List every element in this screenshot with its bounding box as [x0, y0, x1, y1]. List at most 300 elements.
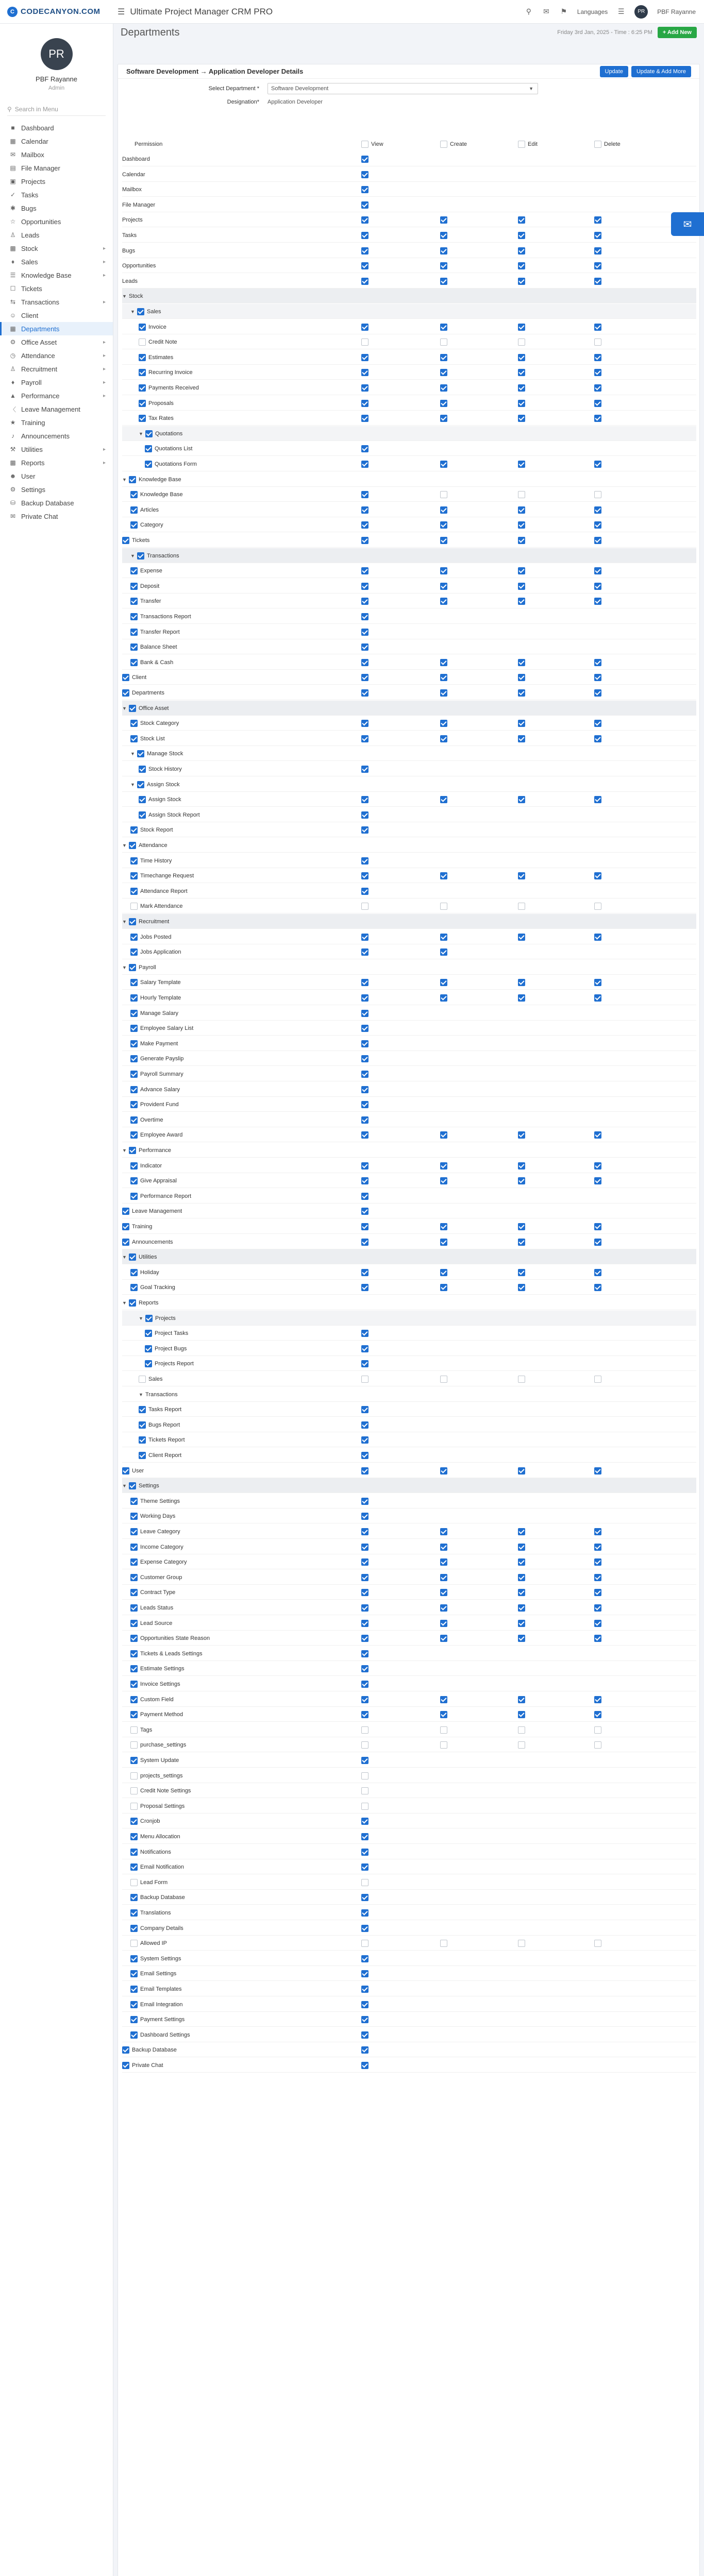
collapse-toggle-icon[interactable]: ▼: [122, 1147, 127, 1153]
delete-checkbox[interactable]: [594, 735, 601, 742]
create-checkbox[interactable]: [440, 796, 447, 803]
view-checkbox[interactable]: [361, 1818, 368, 1825]
row-checkbox[interactable]: [139, 1436, 146, 1444]
edit-checkbox[interactable]: [518, 1726, 525, 1734]
edit-checkbox[interactable]: [518, 735, 525, 742]
view-checkbox[interactable]: [361, 872, 368, 879]
view-checkbox[interactable]: [361, 1345, 368, 1352]
row-checkbox[interactable]: [130, 598, 138, 605]
edit-checkbox[interactable]: [518, 934, 525, 941]
edit-checkbox[interactable]: [518, 1711, 525, 1718]
create-checkbox[interactable]: [440, 1467, 447, 1475]
row-checkbox[interactable]: [122, 537, 129, 544]
view-checkbox[interactable]: [361, 1376, 368, 1383]
delete-checkbox[interactable]: [594, 903, 601, 910]
collapse-toggle-icon[interactable]: ▼: [122, 919, 127, 924]
row-checkbox[interactable]: [145, 1345, 152, 1352]
add-new-button[interactable]: + Add New: [658, 27, 697, 38]
sidebar-item-dashboard[interactable]: [0, 121, 113, 134]
row-checkbox[interactable]: [129, 918, 136, 925]
create-checkbox[interactable]: [440, 338, 447, 346]
create-checkbox[interactable]: [440, 1544, 447, 1551]
view-checkbox[interactable]: [361, 1116, 368, 1124]
row-checkbox[interactable]: [137, 781, 144, 788]
row-checkbox[interactable]: [122, 674, 129, 681]
create-checkbox[interactable]: [440, 1162, 447, 1170]
create-checkbox[interactable]: [440, 1574, 447, 1581]
delete-checkbox[interactable]: [594, 354, 601, 361]
row-checkbox[interactable]: [129, 964, 136, 971]
row-checkbox[interactable]: [122, 2062, 129, 2069]
view-checkbox[interactable]: [361, 506, 368, 514]
delete-checkbox[interactable]: [594, 598, 601, 605]
collapse-toggle-icon[interactable]: ▼: [130, 309, 135, 314]
view-checkbox[interactable]: [361, 384, 368, 392]
delete-checkbox[interactable]: [594, 232, 601, 239]
view-checkbox[interactable]: [361, 1177, 368, 1184]
sidebar-item-calendar[interactable]: [0, 134, 113, 148]
sidebar-item-recruitment[interactable]: [0, 362, 113, 376]
edit-checkbox[interactable]: [518, 384, 525, 392]
row-checkbox[interactable]: [130, 1498, 138, 1505]
view-checkbox[interactable]: [361, 1558, 368, 1566]
view-checkbox[interactable]: [361, 659, 368, 666]
edit-checkbox[interactable]: [518, 232, 525, 239]
create-checkbox[interactable]: [440, 461, 447, 468]
view-checkbox[interactable]: [361, 1421, 368, 1429]
view-checkbox[interactable]: [361, 1193, 368, 1200]
edit-checkbox[interactable]: [518, 521, 525, 529]
row-checkbox[interactable]: [139, 400, 146, 407]
delete-checkbox[interactable]: [594, 994, 601, 1002]
view-checkbox[interactable]: [361, 1803, 368, 1810]
row-checkbox[interactable]: [130, 735, 138, 742]
user-name[interactable]: PBF Rayanne: [657, 8, 696, 15]
view-checkbox[interactable]: [361, 613, 368, 620]
edit-checkbox[interactable]: [518, 1177, 525, 1184]
row-checkbox[interactable]: [130, 1849, 138, 1856]
row-checkbox[interactable]: [122, 1208, 129, 1215]
sidebar-item-leave-management[interactable]: [0, 402, 113, 416]
row-checkbox[interactable]: [130, 1055, 138, 1062]
delete-checkbox[interactable]: [594, 1544, 601, 1551]
view-checkbox[interactable]: [361, 521, 368, 529]
view-checkbox[interactable]: [361, 1635, 368, 1642]
bell-icon[interactable]: ✉: [543, 7, 549, 15]
edit-checkbox[interactable]: [518, 583, 525, 590]
row-checkbox[interactable]: [130, 1833, 138, 1840]
department-select[interactable]: Software Development ▼: [267, 83, 538, 94]
delete-checkbox[interactable]: [594, 1696, 601, 1703]
row-checkbox[interactable]: [130, 1803, 138, 1810]
create-checkbox[interactable]: [440, 1604, 447, 1612]
create-checkbox[interactable]: [440, 903, 447, 910]
row-checkbox[interactable]: [129, 842, 136, 849]
create-checkbox[interactable]: [440, 1269, 447, 1276]
tasks-icon[interactable]: ☰: [618, 7, 625, 15]
create-checkbox[interactable]: [440, 948, 447, 956]
row-checkbox[interactable]: [130, 1025, 138, 1032]
sidebar-item-sales[interactable]: [0, 255, 113, 268]
edit-checkbox[interactable]: [518, 1574, 525, 1581]
row-checkbox[interactable]: [122, 689, 129, 697]
sidebar-item-performance[interactable]: [0, 389, 113, 402]
row-checkbox[interactable]: [130, 643, 138, 651]
edit-checkbox[interactable]: [518, 247, 525, 255]
view-checkbox[interactable]: [361, 1711, 368, 1718]
row-checkbox[interactable]: [130, 1544, 138, 1551]
collapse-toggle-icon[interactable]: ▼: [122, 1254, 127, 1260]
view-checkbox[interactable]: [361, 1741, 368, 1749]
row-checkbox[interactable]: [130, 1787, 138, 1794]
row-checkbox[interactable]: [130, 1665, 138, 1672]
row-checkbox[interactable]: [139, 384, 146, 392]
view-checkbox[interactable]: [361, 934, 368, 941]
view-checkbox[interactable]: [361, 994, 368, 1002]
edit-checkbox[interactable]: [518, 461, 525, 468]
row-checkbox[interactable]: [145, 1360, 152, 1367]
row-checkbox[interactable]: [145, 430, 153, 437]
edit-checkbox[interactable]: [518, 1620, 525, 1627]
view-checkbox[interactable]: [361, 766, 368, 773]
row-checkbox[interactable]: [130, 1086, 138, 1093]
sidebar-item-knowledge-base[interactable]: [0, 268, 113, 282]
sidebar-item-file-manager[interactable]: [0, 161, 113, 175]
view-checkbox[interactable]: [361, 216, 368, 224]
row-checkbox[interactable]: [130, 1528, 138, 1535]
row-checkbox[interactable]: [130, 720, 138, 727]
chat-bubble-icon[interactable]: ✉: [671, 212, 704, 236]
edit-checkbox[interactable]: [518, 1376, 525, 1383]
view-checkbox[interactable]: [361, 1772, 368, 1780]
row-checkbox[interactable]: [130, 1558, 138, 1566]
view-checkbox[interactable]: [361, 629, 368, 636]
edit-checkbox[interactable]: [518, 400, 525, 407]
row-checkbox[interactable]: [130, 1681, 138, 1688]
row-checkbox[interactable]: [130, 1909, 138, 1917]
edit-checkbox[interactable]: [518, 1604, 525, 1612]
view-checkbox[interactable]: [361, 1010, 368, 1017]
delete-checkbox[interactable]: [594, 1239, 601, 1246]
view-checkbox[interactable]: [361, 811, 368, 819]
collapse-toggle-icon[interactable]: ▼: [122, 1300, 127, 1306]
create-checkbox[interactable]: [440, 720, 447, 727]
create-checkbox[interactable]: [440, 1528, 447, 1535]
delete-checkbox[interactable]: [594, 1376, 601, 1383]
delete-checkbox[interactable]: [594, 1726, 601, 1734]
update-add-more-button[interactable]: Update & Add More: [631, 66, 691, 77]
edit-checkbox[interactable]: [518, 369, 525, 376]
view-checkbox[interactable]: [361, 338, 368, 346]
create-checkbox[interactable]: [440, 979, 447, 986]
view-checkbox[interactable]: [361, 1452, 368, 1459]
collapse-toggle-icon[interactable]: ▼: [139, 431, 143, 436]
edit-checkbox[interactable]: [518, 979, 525, 986]
view-checkbox[interactable]: [361, 1833, 368, 1840]
delete-checkbox[interactable]: [594, 1269, 601, 1276]
edit-checkbox[interactable]: [518, 506, 525, 514]
view-checkbox[interactable]: [361, 1528, 368, 1535]
row-checkbox[interactable]: [130, 1894, 138, 1901]
row-checkbox[interactable]: [130, 1193, 138, 1200]
row-checkbox[interactable]: [130, 1071, 138, 1078]
delete-checkbox[interactable]: [594, 1741, 601, 1749]
collapse-toggle-icon[interactable]: ▼: [130, 782, 135, 787]
view-checkbox[interactable]: [361, 1360, 368, 1367]
edit-checkbox[interactable]: [518, 1269, 525, 1276]
delete-checkbox[interactable]: [594, 1467, 601, 1475]
view-checkbox[interactable]: [361, 400, 368, 407]
collapse-toggle-icon[interactable]: ▼: [130, 553, 135, 558]
create-checkbox[interactable]: [440, 216, 447, 224]
view-checkbox[interactable]: [361, 1406, 368, 1413]
view-checkbox[interactable]: [361, 2062, 368, 2069]
edit-checkbox[interactable]: [518, 324, 525, 331]
row-checkbox[interactable]: [139, 1452, 146, 1459]
view-checkbox[interactable]: [361, 1894, 368, 1901]
row-checkbox[interactable]: [137, 552, 144, 560]
view-checkbox[interactable]: [361, 537, 368, 544]
view-checkbox[interactable]: [361, 1162, 368, 1170]
row-checkbox[interactable]: [139, 354, 146, 361]
row-checkbox[interactable]: [139, 1376, 146, 1383]
view-checkbox[interactable]: [361, 1604, 368, 1612]
row-checkbox[interactable]: [130, 1711, 138, 1718]
create-checkbox[interactable]: [440, 1711, 447, 1718]
row-checkbox[interactable]: [130, 1620, 138, 1627]
delete-checkbox[interactable]: [594, 384, 601, 392]
row-checkbox[interactable]: [130, 2001, 138, 2008]
menu-toggle-icon[interactable]: ☰: [118, 7, 125, 16]
view-checkbox[interactable]: [361, 1040, 368, 1047]
edit-checkbox[interactable]: [518, 537, 525, 544]
view-checkbox[interactable]: [361, 354, 368, 361]
row-checkbox[interactable]: [130, 979, 138, 986]
view-checkbox[interactable]: [361, 796, 368, 803]
edit-checkbox[interactable]: [518, 491, 525, 498]
view-checkbox[interactable]: [361, 232, 368, 239]
sidebar-item-announcements[interactable]: [0, 429, 113, 443]
view-checkbox[interactable]: [361, 2001, 368, 2008]
delete-checkbox[interactable]: [594, 689, 601, 697]
create-checkbox[interactable]: [440, 232, 447, 239]
sidebar-item-reports[interactable]: [0, 456, 113, 469]
view-checkbox[interactable]: [361, 1223, 368, 1230]
row-checkbox[interactable]: [130, 1162, 138, 1170]
row-checkbox[interactable]: [130, 583, 138, 590]
create-checkbox[interactable]: [440, 674, 447, 681]
row-checkbox[interactable]: [139, 1421, 146, 1429]
collapse-toggle-icon[interactable]: ▼: [139, 1392, 143, 1397]
view-checkbox[interactable]: [361, 735, 368, 742]
create-checkbox[interactable]: [440, 400, 447, 407]
row-checkbox[interactable]: [145, 1330, 152, 1337]
create-checkbox[interactable]: [440, 1940, 447, 1947]
edit-checkbox[interactable]: [518, 1467, 525, 1475]
collapse-toggle-icon[interactable]: ▼: [139, 1315, 143, 1321]
row-checkbox[interactable]: [129, 476, 136, 483]
delete-checkbox[interactable]: [594, 796, 601, 803]
sidebar-item-tasks[interactable]: [0, 188, 113, 201]
view-checkbox[interactable]: [361, 1269, 368, 1276]
delete-checkbox[interactable]: [594, 247, 601, 255]
delete-checkbox[interactable]: [594, 506, 601, 514]
delete-checkbox[interactable]: [594, 521, 601, 529]
view-checkbox[interactable]: [361, 201, 368, 209]
delete-checkbox[interactable]: [594, 1131, 601, 1139]
create-checkbox[interactable]: [440, 598, 447, 605]
delete-checkbox[interactable]: [594, 934, 601, 941]
row-checkbox[interactable]: [130, 1818, 138, 1825]
select-all-create-checkbox[interactable]: [440, 141, 447, 148]
edit-checkbox[interactable]: [518, 994, 525, 1002]
create-checkbox[interactable]: [440, 689, 447, 697]
sidebar-item-attendance[interactable]: [0, 349, 113, 362]
create-checkbox[interactable]: [440, 369, 447, 376]
view-checkbox[interactable]: [361, 1863, 368, 1871]
view-checkbox[interactable]: [361, 643, 368, 651]
row-checkbox[interactable]: [130, 2031, 138, 2039]
edit-checkbox[interactable]: [518, 720, 525, 727]
delete-checkbox[interactable]: [594, 262, 601, 269]
profile-avatar[interactable]: PR: [41, 38, 73, 70]
sidebar-item-settings[interactable]: [0, 483, 113, 496]
create-checkbox[interactable]: [440, 521, 447, 529]
collapse-toggle-icon[interactable]: ▼: [122, 964, 127, 970]
row-checkbox[interactable]: [130, 1879, 138, 1886]
view-checkbox[interactable]: [361, 247, 368, 255]
edit-checkbox[interactable]: [518, 1528, 525, 1535]
view-checkbox[interactable]: [361, 1467, 368, 1475]
delete-checkbox[interactable]: [594, 461, 601, 468]
delete-checkbox[interactable]: [594, 369, 601, 376]
row-checkbox[interactable]: [130, 826, 138, 834]
edit-checkbox[interactable]: [518, 338, 525, 346]
delete-checkbox[interactable]: [594, 400, 601, 407]
sidebar-item-departments[interactable]: [0, 322, 113, 335]
create-checkbox[interactable]: [440, 1131, 447, 1139]
row-checkbox[interactable]: [130, 2016, 138, 2023]
edit-checkbox[interactable]: [518, 1223, 525, 1230]
create-checkbox[interactable]: [440, 1239, 447, 1246]
create-checkbox[interactable]: [440, 1726, 447, 1734]
delete-checkbox[interactable]: [594, 1711, 601, 1718]
delete-checkbox[interactable]: [594, 415, 601, 422]
row-checkbox[interactable]: [130, 1772, 138, 1780]
edit-checkbox[interactable]: [518, 1544, 525, 1551]
sidebar-item-client[interactable]: [0, 309, 113, 322]
row-checkbox[interactable]: [139, 338, 146, 346]
view-checkbox[interactable]: [361, 461, 368, 468]
sidebar-item-training[interactable]: [0, 416, 113, 429]
view-checkbox[interactable]: [361, 598, 368, 605]
view-checkbox[interactable]: [361, 1909, 368, 1917]
edit-checkbox[interactable]: [518, 1940, 525, 1947]
view-checkbox[interactable]: [361, 583, 368, 590]
row-checkbox[interactable]: [129, 1253, 136, 1261]
delete-checkbox[interactable]: [594, 583, 601, 590]
view-checkbox[interactable]: [361, 888, 368, 895]
delete-checkbox[interactable]: [594, 1177, 601, 1184]
row-checkbox[interactable]: [130, 1513, 138, 1520]
languages-menu[interactable]: Languages: [577, 8, 608, 15]
view-checkbox[interactable]: [361, 1986, 368, 1993]
edit-checkbox[interactable]: [518, 674, 525, 681]
view-checkbox[interactable]: [361, 1208, 368, 1215]
view-checkbox[interactable]: [361, 186, 368, 193]
view-checkbox[interactable]: [361, 445, 368, 452]
view-checkbox[interactable]: [361, 171, 368, 178]
collapse-toggle-icon[interactable]: ▼: [130, 751, 135, 756]
row-checkbox[interactable]: [130, 1741, 138, 1749]
view-checkbox[interactable]: [361, 1925, 368, 1932]
view-checkbox[interactable]: [361, 262, 368, 269]
delete-checkbox[interactable]: [594, 1620, 601, 1627]
search-icon[interactable]: ⚲: [526, 7, 532, 15]
sidebar-item-backup-database[interactable]: [0, 496, 113, 510]
row-checkbox[interactable]: [122, 1239, 129, 1246]
sidebar-item-payroll[interactable]: [0, 376, 113, 389]
sidebar-item-private-chat[interactable]: [0, 510, 113, 523]
row-checkbox[interactable]: [129, 705, 136, 712]
row-checkbox[interactable]: [130, 1177, 138, 1184]
row-checkbox[interactable]: [130, 1650, 138, 1657]
sidebar-item-transactions[interactable]: [0, 295, 113, 309]
view-checkbox[interactable]: [361, 2016, 368, 2023]
create-checkbox[interactable]: [440, 872, 447, 879]
edit-checkbox[interactable]: [518, 1635, 525, 1642]
view-checkbox[interactable]: [361, 979, 368, 986]
row-checkbox[interactable]: [130, 1970, 138, 1977]
create-checkbox[interactable]: [440, 994, 447, 1002]
row-checkbox[interactable]: [130, 613, 138, 620]
view-checkbox[interactable]: [361, 1681, 368, 1688]
row-checkbox[interactable]: [145, 1315, 153, 1322]
row-checkbox[interactable]: [130, 888, 138, 895]
create-checkbox[interactable]: [440, 354, 447, 361]
row-checkbox[interactable]: [129, 1147, 136, 1154]
sidebar-item-office-asset[interactable]: [0, 335, 113, 349]
row-checkbox[interactable]: [130, 934, 138, 941]
view-checkbox[interactable]: [361, 2046, 368, 2054]
view-checkbox[interactable]: [361, 857, 368, 865]
update-button[interactable]: Update: [600, 66, 628, 77]
collapse-toggle-icon[interactable]: ▼: [122, 477, 127, 482]
row-checkbox[interactable]: [139, 1406, 146, 1413]
create-checkbox[interactable]: [440, 1635, 447, 1642]
edit-checkbox[interactable]: [518, 598, 525, 605]
view-checkbox[interactable]: [361, 1025, 368, 1032]
view-checkbox[interactable]: [361, 1879, 368, 1886]
row-checkbox[interactable]: [122, 2046, 129, 2054]
create-checkbox[interactable]: [440, 384, 447, 392]
view-checkbox[interactable]: [361, 415, 368, 422]
view-checkbox[interactable]: [361, 948, 368, 956]
view-checkbox[interactable]: [361, 156, 368, 163]
collapse-toggle-icon[interactable]: ▼: [122, 842, 127, 848]
row-checkbox[interactable]: [130, 1574, 138, 1581]
sidebar-item-opportunities[interactable]: [0, 215, 113, 228]
row-checkbox[interactable]: [130, 1269, 138, 1276]
delete-checkbox[interactable]: [594, 216, 601, 224]
sidebar-item-tickets[interactable]: [0, 282, 113, 295]
view-checkbox[interactable]: [361, 324, 368, 331]
view-checkbox[interactable]: [361, 1696, 368, 1703]
edit-checkbox[interactable]: [518, 278, 525, 285]
view-checkbox[interactable]: [361, 903, 368, 910]
view-checkbox[interactable]: [361, 369, 368, 376]
flag-icon[interactable]: ⚑: [560, 7, 567, 15]
